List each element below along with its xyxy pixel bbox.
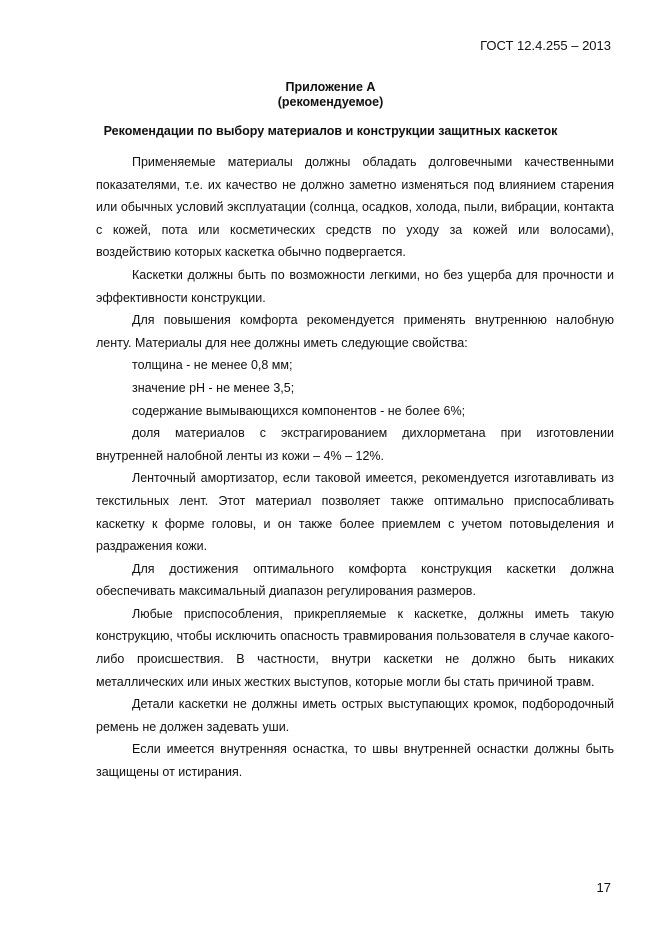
section-title: Рекомендации по выбору материалов и конструкции защитных каскеток [103,124,558,138]
document-code: ГОСТ 12.4.255 – 2013 [480,38,611,53]
list-item: содержание вымывающихся компонентов - не более 6%; [132,403,466,418]
paragraph: Детали каскетки не должны иметь острых выступающих кромок, подбородочный ремень не должен задевать уши. [96,697,614,734]
appendix-title: Приложение А [285,80,376,94]
paragraph: Для повышения комфорта рекомендуется применять внутреннюю налобную ленту. Материалы для нее должны иметь следующие свойства: [96,313,614,350]
appendix-subtitle: (рекомендуемое) [277,95,384,109]
paragraph: Для достижения оптимального комфорта конструкция каскетки должна обеспечивать максимальный диапазон регулирования размеров. [96,561,614,599]
list-item: толщина - не менее 0,8 мм; [132,358,293,373]
page-number: 17 [596,880,611,895]
paragraph: Применяемые материалы должны обладать долговечными качественными показателями, т.е. их качество не должно заметно изменяться под влиянием старения или обычных условий эксплуатации (солнца, осадков, холода, пыли, вибрации, контакта с кожей, пота или косметических средств по уходу за кожей или волосами), воздействию которых каскетка обычно подвергается. [96,155,614,260]
paragraph: Ленточный амортизатор, если таковой имеется, рекомендуется изготавливать из текстильных лент. Этот материал позволяет также оптимально приспосабливать каскетку к форме головы, и он также более приемлем с учетом потовыделения и раздражения кожи. [96,471,614,554]
paragraph: Любые приспособления, прикрепляемые к каскетке, должны иметь такую конструкцию, чтобы исключить опасность травмирования пользователя в случае какого-либо происшествия. В частности, внутри каскетки не должно быть никаких металлических или иных жестких выступов, которые могли бы стать причиной травм. [96,606,614,689]
body-text [96,151,614,784]
appendix-heading [0,80,661,110]
paragraph: Если имеется внутренняя оснастка, то швы внутренней оснастки должны быть защищены от истирания. [96,742,614,780]
paragraph: Каскетки должны быть по возможности легкими, но без ущерба для прочности и эффективности конструкции. [96,267,614,305]
list-item: доля материалов с экстрагированием дихлорметана при изготовлении внутренней налобной ленты из кожи – 4% – 12%. [96,426,614,463]
list-item: значение рН - не менее 3,5; [132,380,295,395]
